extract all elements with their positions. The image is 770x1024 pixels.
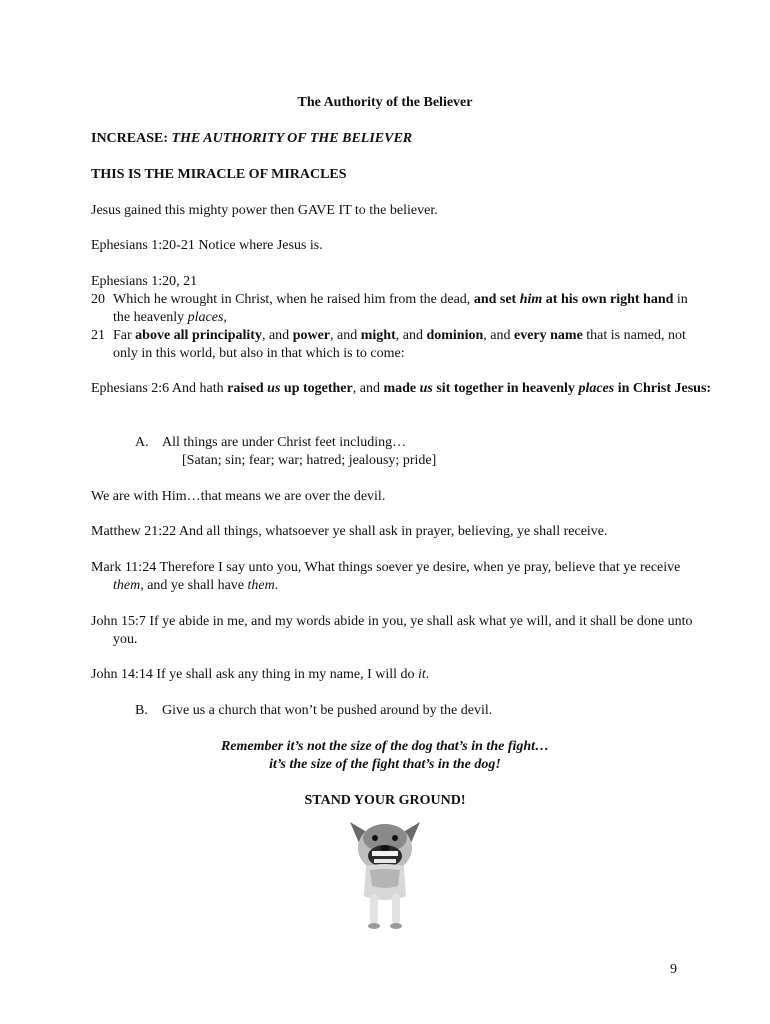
verse-number: 21: [91, 328, 105, 343]
increase-heading: INCREASE: THE AUTHORITY OF THE BELIEVER: [91, 131, 413, 146]
with-him-paragraph: We are with Him…that means we are over the devil.: [91, 489, 386, 504]
snarling-dog-image: [340, 808, 430, 933]
john-15-7-paragraph: John 15:7 If ye abide in me, and my words abide in you, ye shall ask what ye will, and it shall be done unto you.: [91, 614, 693, 647]
page-title: The Authority of the Believer: [297, 95, 473, 110]
quote-line-2: it’s the size of the fight that’s in the dog!: [269, 757, 501, 772]
verse-21: 21 Far above all principality, and power, and might, and dominion, and every name that is named, not only in this world, but also in that which is to come:: [91, 328, 686, 361]
verse-number: 20: [91, 292, 105, 307]
stand-your-ground: STAND YOUR GROUND!: [304, 793, 466, 808]
page-number: 9: [670, 962, 677, 977]
john-14-14-paragraph: John 14:14 If ye shall ask any thing in my name, I will do it.: [91, 667, 430, 682]
list-item-a: A. All things are under Christ feet including… [Satan; sin; fear; war; hatred; jealousy; pride]: [135, 434, 675, 470]
list-sublist: [Satan; sin; fear; war; hatred; jealousy; pride]: [182, 453, 437, 468]
list-label: A.: [135, 435, 149, 450]
ephesians-1-20-21-block: [91, 273, 691, 363]
list-label: B.: [135, 703, 148, 718]
verse-20: 20 Which he wrought in Christ, when he raised him from the dead, and set him at his own right hand in the heavenly places,: [91, 292, 688, 325]
jesus-gave-paragraph: Jesus gained this mighty power then GAVE IT to the believer.: [91, 203, 438, 218]
ephesians-notice: Ephesians 1:20-21 Notice where Jesus is.: [91, 238, 323, 253]
list-item-b: B. Give us a church that won’t be pushed around by the devil.: [135, 703, 493, 718]
mark-paragraph: Mark 11:24 Therefore I say unto you, What things soever ye desire, when ye pray, believe that ye receive them, and ye shall have them.: [91, 560, 681, 593]
scripture-reference: Ephesians 1:20, 21: [91, 274, 198, 289]
ephesians-2-6-paragraph: Ephesians 2:6 And hath raised us up together, and made us sit together in heavenly places in Christ Jesus:: [91, 381, 712, 396]
quote-line-1: Remember it’s not the size of the dog that’s in the fight…: [220, 739, 550, 754]
miracle-heading: THIS IS THE MIRACLE OF MIRACLES: [91, 167, 347, 182]
matthew-paragraph: Matthew 21:22 And all things, whatsoever ye shall ask in prayer, believing, ye shall receive.: [91, 524, 608, 539]
